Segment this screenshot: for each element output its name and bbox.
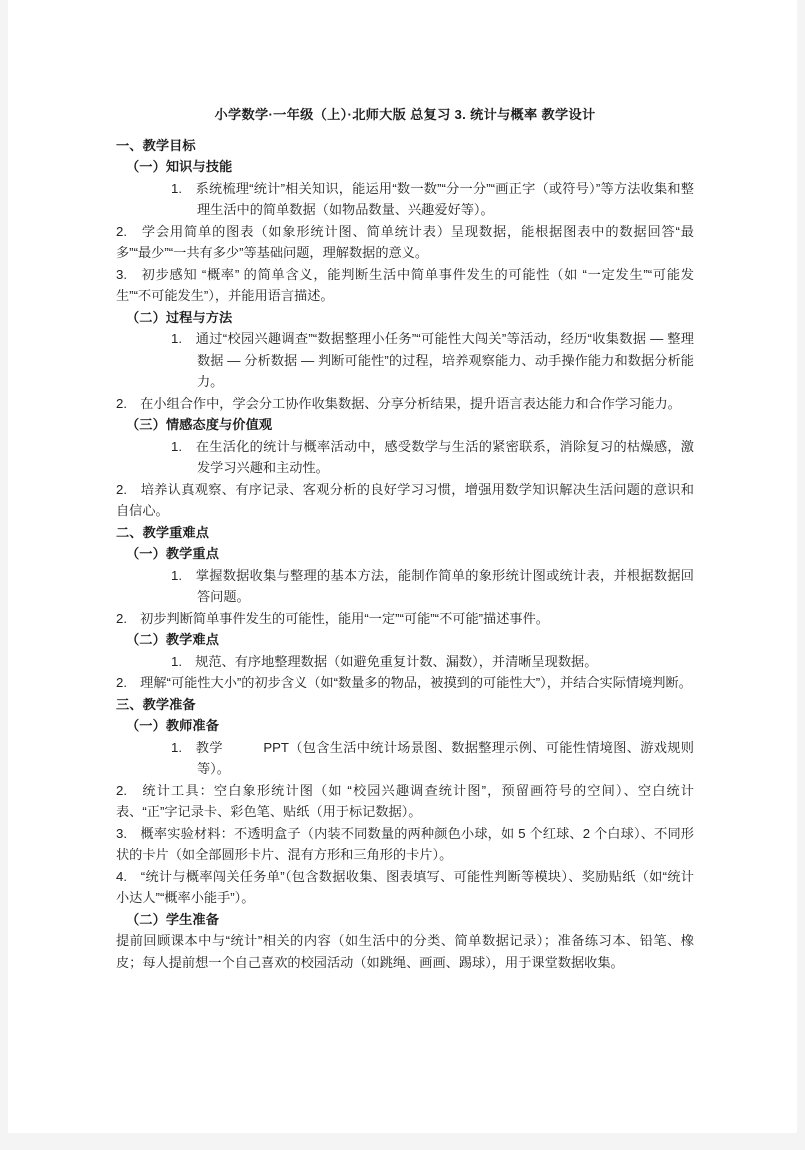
list-item: 1. 在生活化的统计与概率活动中，感受数学与生活的紧密联系，消除复习的枯燥感，激发学习兴趣和主动性。 [171,438,694,475]
list-item: 2. 统计工具：空白象形统计图（如 “校园兴趣调查统计图”，预留画符号的空间）、空白统计表、“正”字记录卡、彩色笔、贴纸（用于标记数据）。 [116,782,694,819]
list-item: 1. 掌握数据收集与整理的基本方法，能制作简单的象形统计图或统计表，并根据数据回答问题。 [171,567,694,604]
document-content [116,104,694,973]
list-item: 2. 在小组合作中，学会分工协作收集数据、分享分析结果，提升语言表达能力和合作学习能力。 [116,395,681,411]
subsection-heading-knowledge-skills: （一）知识与技能 [126,159,233,174]
list-item: 1. 通过“校园兴趣调查”“数据整理小任务”“可能性大闯关”等活动，经历“收集数据 — 整理数据 — 分析数据 — 判断可能性”的过程，培养观察能力、动手操作能力和数据分析能力。 [171,331,694,389]
list-item: 2. 培养认真观察、有序记录、客观分析的良好学习习惯，增强用数学知识解决生活问题的意识和自信心。 [116,481,694,518]
section-heading-teaching-preparation: 三、教学准备 [116,696,196,712]
list-item: 2. 初步判断简单事件发生的可能性，能用“一定”“可能”“不可能”描述事件。 [116,610,549,626]
section-heading-key-difficult-points: 二、教学重难点 [116,524,210,540]
list-item: 4. “统计与概率闯关任务单”（包含数据收集、图表填写、可能性判断等模块）、奖励贴纸（如“统计小达人”“概率小能手”）。 [116,868,694,905]
subsection-heading-key-points: （一）教学重点 [126,546,220,561]
list-item: 1. 系统梳理“统计”相关知识，能运用“数一数”“分一分”“画正字（或符号）”等方法收集和整理生活中的简单数据（如物品数量、兴趣爱好等）。 [171,180,694,217]
list-item: 3. 概率实验材料：不透明盒子（内装不同数量的两种颜色小球，如 5 个红球、2 个白球）、不同形状的卡片（如全部圆形卡片、混有方形和三角形的卡片）。 [116,825,694,862]
list-item: 1. 规范、有序地整理数据（如避免重复计数、漏数），并清晰呈现数据。 [171,653,598,669]
subsection-heading-process-methods: （二）过程与方法 [126,309,233,325]
subsection-heading-student-preparation: （二）学生准备 [126,911,220,927]
subsection-heading-teacher-preparation: （一）教师准备 [126,718,220,733]
subsection-heading-difficult-points: （二）教学难点 [126,632,220,647]
list-item: 1. 教学 PPT（包含生活中统计场景图、数据整理示例、可能性情境图、游戏规则等）。 [171,739,694,776]
page-title: 小学数学·一年级（上）·北师大版 总复习 3. 统计与概率 教学设计 [214,107,596,122]
list-item: 2. 理解“可能性大小”的初步含义（如“数量多的物品，被摸到的可能性大”），并结合实际情境判断。 [116,675,692,690]
subsection-heading-emotion-attitude-values: （三）情感态度与价值观 [126,417,273,432]
section-heading-teaching-objectives: 一、教学目标 [116,137,196,153]
list-item: 2. 学会用简单的图表（如象形统计图、简单统计表）呈现数据，能根据图表中的数据回答“最多”“最少”“一共有多少”等基础问题，理解数据的意义。 [116,223,694,260]
document-page [8,0,797,1133]
paragraph: 提前回顾课本中与“统计”相关的内容（如生活中的分类、简单数据记录）；准备练习本、铅笔、橡皮；每人提前想一个自己喜欢的校园活动（如跳绳、画画、踢球），用于课堂数据收集。 [116,933,694,970]
list-item: 3. 初步感知 “概率” 的简单含义，能判断生活中简单事件发生的可能性（如 “一定发生”“可能发生”“不可能发生”），并能用语言描述。 [116,266,694,303]
